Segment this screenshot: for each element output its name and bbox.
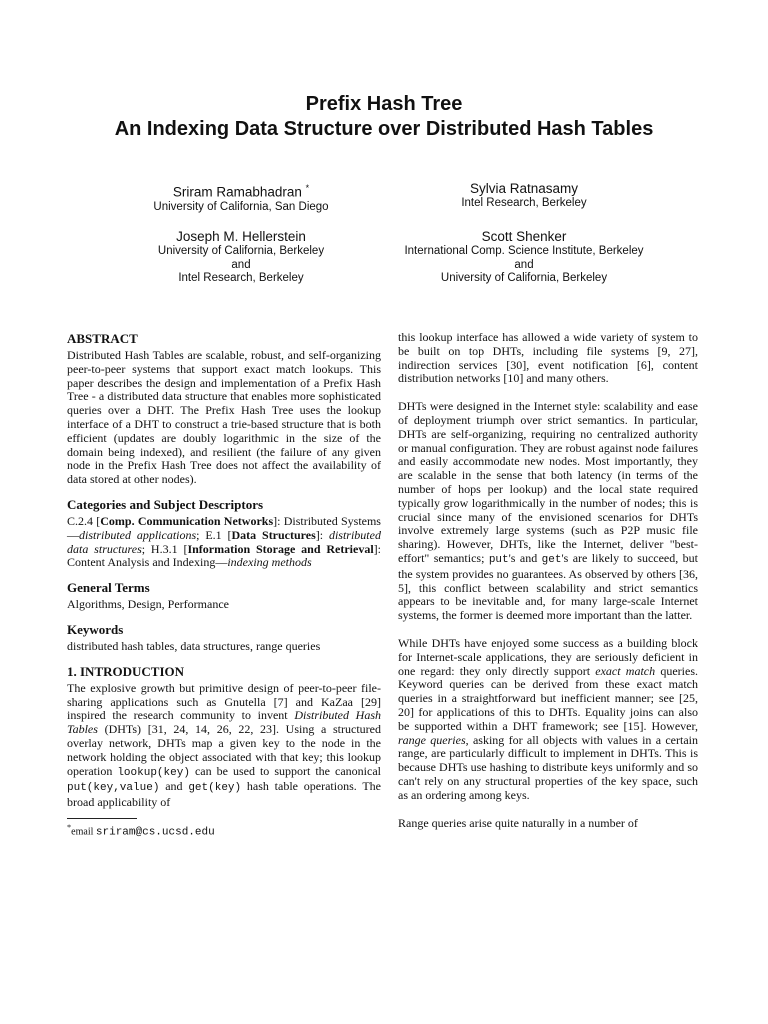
author-4	[359, 228, 689, 286]
keywords-heading: Keywords	[67, 621, 124, 637]
author-affiliation-and: and	[231, 258, 251, 271]
author-footnote-mark: *	[305, 183, 310, 193]
author-affiliation: University of California, Berkeley	[157, 245, 325, 257]
author-affiliation: Intel Research, Berkeley	[461, 197, 587, 209]
author-affiliation-and: and	[514, 258, 534, 271]
categories-heading: Categories and Subject Descriptors	[67, 496, 264, 512]
author-name: Sriram Ramabhadran	[172, 184, 302, 200]
abstract-heading: ABSTRACT	[67, 331, 138, 346]
author-1	[76, 180, 406, 214]
general-terms-text: Algorithms, Design, Performance	[67, 597, 229, 612]
body-paragraph-4: Range queries arise quite naturally in a number of	[398, 815, 638, 830]
keywords-text: distributed hash tables, data structures, range queries	[67, 638, 321, 653]
author-3	[76, 228, 406, 286]
author-2	[359, 180, 689, 211]
author-name: Sylvia Ratnasamy	[469, 181, 579, 196]
general-terms-heading: General Terms	[67, 580, 150, 596]
author-name: Joseph M. Hellerstein	[176, 229, 306, 244]
author-affiliation: University of California, Berkeley	[440, 272, 608, 284]
author-affiliation: Intel Research, Berkeley	[178, 272, 304, 284]
introduction-paragraph: The explosive growth but primitive design of peer-to-peer file-sharing applications such as Gnutella [7] and KaZaa [29] inspired the research community to invent Distributed Hash Tables (DHTs) [31, 24, 14, 26, 22, 23]. Using a structured overlay network, DHTs map a given key to the node in the network holding the object associated with that key; this lookup operation lookup(key) can be used to support the canonical put(key,value) and get(key) hash table operations. The broad applicability of	[67, 680, 381, 810]
paper-title-line1: Prefix Hash Tree	[305, 93, 463, 115]
body-paragraph-3: While DHTs have enjoyed some success as a building block for Internet-scale applications, they are seriously deficient in one regard: they only directly support exact match queries. Keyword queries can be derived from these exact match queries in a straightforward but inefficient manner; see [25, 20] for applications of this to DHTs. Equality joins can also be supported within a DHT framework; see [15]. However, range queries, asking for all objects with values in a certain range, are particularly difficult to implement in DHTs. This is because DHTs use hashing to distribute keys uniformly and so can't rely on any structural properties of the key space, such as an ordering among keys.	[398, 635, 698, 802]
body-paragraph-2: DHTs were designed in the Internet style: scalability and ease of deployment triumph over strict semantics. In particular, DHTs are self-organizing, requiring no centralized authority or manual configuration. They are robust against node failures and easily accommodate new nodes. Most importantly, they are scalable in the sense that both latency (in terms of the number of hops per lookup) and the local state required typically grow logarithmically in the number of nodes; this is crucial since many of the envisioned scenarios for DHTs involve extremely large systems (such as P2P music file sharing). However, DHTs, like the Internet, deliver "best-effort" semantics; put's and get's are likely to succeed, but the system provides no guarantees. As observed by others [36, 5], this conflict between scalability and strict semantics appears to be inevitable and, for many large-scale Internet systems, the former is deemed more important than the latter.	[398, 399, 698, 623]
footnote-rule	[67, 818, 137, 819]
author-name: Scott Shenker	[481, 229, 567, 244]
body-paragraph-1: this lookup interface has allowed a wide variety of system to be built on top DHTs, including file systems [9, 27], indirection services [30], event notification [6], content distribution networks [10] and many others.	[398, 330, 698, 386]
introduction-heading: 1. INTRODUCTION	[67, 663, 185, 679]
abstract-text: Distributed Hash Tables are scalable, robust, and self-organizing peer-to-peer systems that support exact match lookups. This paper describes the design and implementation of a Prefix Hash Tree - a distributed data structure that enables more sophisticated queries over a DHT. The Prefix Hash Tree uses the lookup interface of a DHT to construct a trie-based structure that is both efficient (updates are doubly logarithmic in the size of the domain being indexed), and resilient (the failure of any given node in the Prefix Hash Tree does not affect the availability of data stored at other nodes).	[67, 348, 381, 487]
paper-title-line2: An Indexing Data Structure over Distributed Hash Tables	[114, 118, 654, 140]
categories-text: C.2.4 [Comp. Communication Networks]: Distributed Systems—distributed applications; E.1 [Data Structures]: distributed data structures; H.3.1 [Information Storage and Retrieval]: Content Analysis and Indexing—indexing methods	[67, 513, 381, 570]
author-affiliation: University of California, San Diego	[153, 200, 329, 213]
left-column	[67, 331, 381, 838]
author-affiliation: International Comp. Science Institute, Berkeley	[404, 245, 644, 257]
footnote: *email sriram@cs.ucsd.edu	[67, 822, 215, 839]
right-column	[398, 331, 698, 830]
